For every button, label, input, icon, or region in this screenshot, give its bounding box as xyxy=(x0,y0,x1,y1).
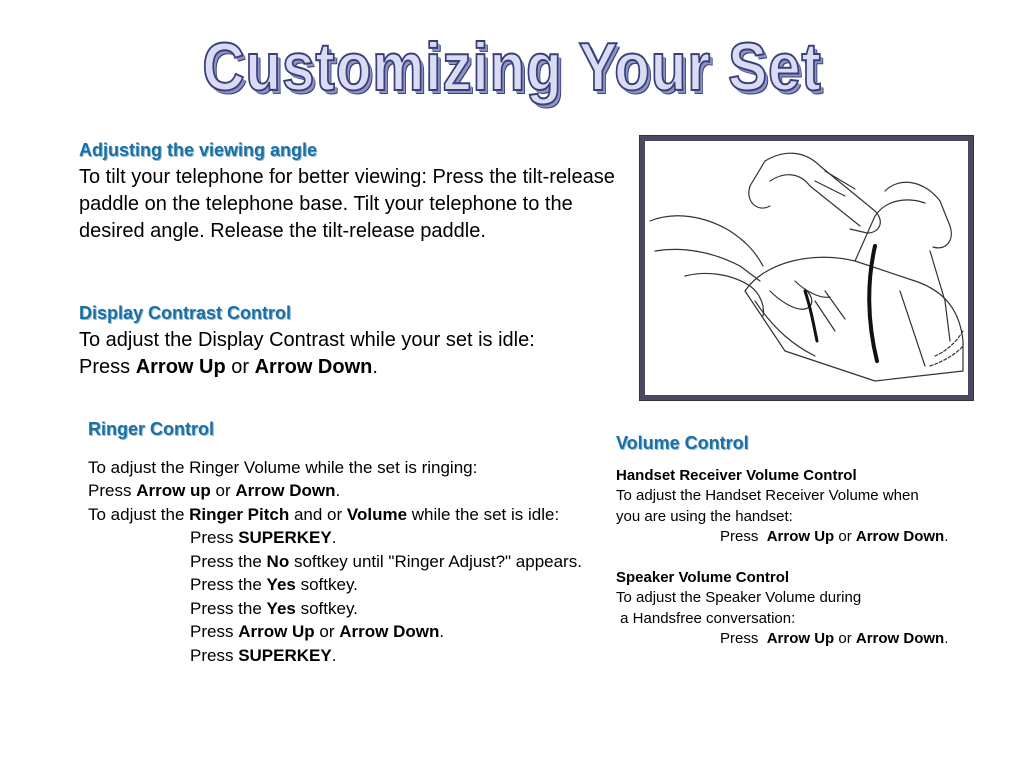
handset-press: Press Arrow Up or Arrow Down. xyxy=(720,528,949,545)
ringer-line3: To adjust the Ringer Pitch and or Volume while the set is idle: xyxy=(88,504,560,524)
volume-section xyxy=(616,433,1016,650)
volume-heading: Volume Control xyxy=(616,433,749,453)
speaker-press: Press Arrow Up or Arrow Down. xyxy=(720,630,949,647)
ringer-line2: Press Arrow up or Arrow Down. xyxy=(88,481,341,500)
handset-title: Handset Receiver Volume Control xyxy=(616,466,857,484)
telephone-drawing xyxy=(645,141,968,395)
ringer-heading: Ringer Control xyxy=(88,419,214,439)
speaker-line2: a Handsfree conversation: xyxy=(616,609,796,627)
viewing-angle-heading: Adjusting the viewing angle xyxy=(79,140,318,160)
speaker-title: Speaker Volume Control xyxy=(616,568,790,586)
ringer-step-2: Press the No softkey until "Ringer Adjust?" appears. xyxy=(190,551,582,571)
ringer-step-5: Press Arrow Up or Arrow Down. xyxy=(190,622,445,641)
contrast-heading: Display Contrast Control xyxy=(79,303,292,323)
ringer-line1: To adjust the Ringer Volume while the set is ringing: xyxy=(88,457,478,477)
page-title: Customizing Your Set xyxy=(202,29,822,105)
tilt-arrow-icon xyxy=(869,246,877,361)
contrast-section xyxy=(79,300,619,381)
contrast-line2: Press Arrow Up or Arrow Down. xyxy=(79,356,378,378)
ringer-step-6: Press SUPERKEY. xyxy=(190,645,337,665)
handset-line2: you are using the handset: xyxy=(616,507,793,525)
viewing-angle-body: To tilt your telephone for better viewing: Press the tilt-release paddle on the telephone base. Tilt your telephone to the desired angle. Release the tilt-release paddle. xyxy=(79,166,615,242)
ringer-step-3: Press the Yes softkey. xyxy=(190,575,358,594)
viewing-angle-section xyxy=(79,137,619,245)
telephone-illustration xyxy=(639,135,974,401)
handset-line1: To adjust the Handset Receiver Volume when xyxy=(616,487,919,504)
contrast-line1: To adjust the Display Contrast while your set is idle: xyxy=(79,329,535,351)
ringer-step-1: Press SUPERKEY. xyxy=(190,528,337,547)
ringer-step-4: Press the Yes softkey. xyxy=(190,598,358,618)
speaker-line1: To adjust the Speaker Volume during xyxy=(616,589,862,606)
ringer-section xyxy=(88,418,608,667)
